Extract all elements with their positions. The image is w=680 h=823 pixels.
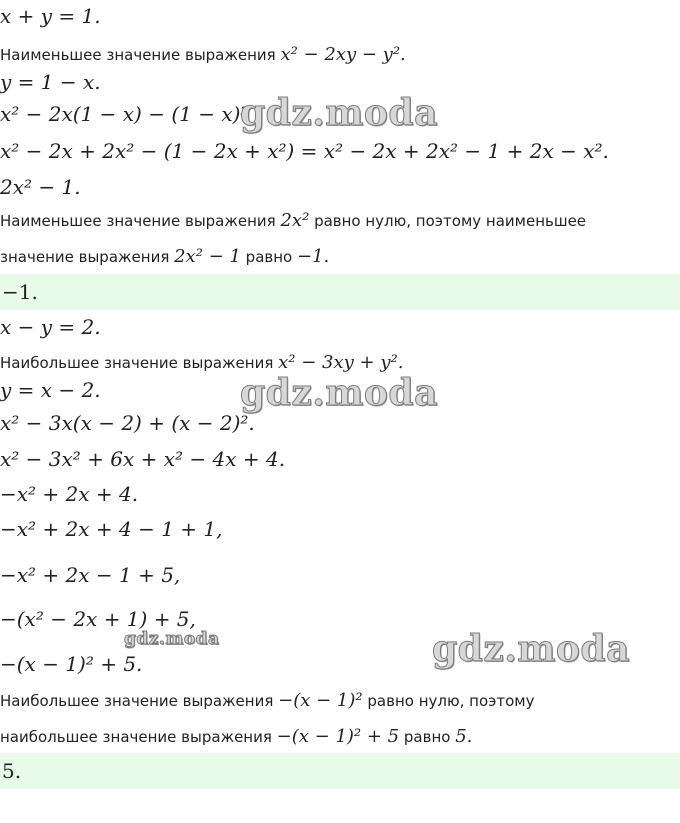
expression-2-step-1: x² − 3x(x − 2) + (x − 2)². <box>0 411 255 435</box>
conclusion-1-line-1 <box>0 210 586 231</box>
given-equation-1: x + y = 1. <box>0 4 101 28</box>
watermark-logo-small: gdz.moda <box>124 629 220 649</box>
task-statement-2 <box>0 352 403 373</box>
conclusion-1-tail: равно нулю, поэтому наименьшее <box>309 212 587 230</box>
expression-2-step-3: −x² + 2x + 4. <box>0 482 139 506</box>
expression-2-step-6: −(x² − 2x + 1) + 5, <box>0 607 196 631</box>
conclusion-2b-mid: равно <box>399 728 456 746</box>
expression-2-step-7: −(x − 1)² + 5. <box>0 652 143 676</box>
conclusion-1-text: Наименьшее значение выражения <box>0 212 281 230</box>
answer-box-2: 5. <box>0 753 680 789</box>
expression-1-step-3: 2x² − 1. <box>0 175 81 199</box>
conclusion-1b-text: значение выражения <box>0 248 175 266</box>
task-text-2: Наибольшее значение выражения <box>0 354 279 372</box>
conclusion-2-text: Наибольшее значение выражения <box>0 692 279 710</box>
task-statement-1 <box>0 44 406 65</box>
expression-2-step-2: x² − 3x² + 6x + x² − 4x + 4. <box>0 447 286 471</box>
task-expression-1: x² − 2xy − y². <box>280 44 406 65</box>
conclusion-2b-expression: −(x − 1)² + 5 <box>276 726 400 747</box>
conclusion-1b-expression: 2x² − 1 <box>174 246 241 267</box>
conclusion-2-line-1 <box>0 690 534 711</box>
substitution-1: y = 1 − x. <box>0 70 101 94</box>
watermark-logo: gdz.moda <box>240 372 438 414</box>
given-equation-2: x − y = 2. <box>0 315 101 339</box>
conclusion-2-tail: равно нулю, поэтому <box>362 692 535 710</box>
conclusion-2-line-2 <box>0 726 472 747</box>
watermark-logo: gdz.moda <box>432 628 630 670</box>
answer-box-1: −1. <box>0 274 680 310</box>
expression-1-step-2: x² − 2x + 2x² − (1 − 2x + x²) = x² − 2x + 2x² − 1 + 2x − x². <box>0 139 609 163</box>
task-text-1: Наименьшее значение выражения <box>0 46 281 64</box>
watermark-logo: gdz.moda <box>240 92 438 134</box>
conclusion-1-line-2 <box>0 246 329 267</box>
conclusion-1b-value: −1. <box>296 246 330 267</box>
conclusion-2-expression: −(x − 1)² <box>278 690 363 711</box>
conclusion-1-expression: 2x² <box>280 210 310 231</box>
substitution-2: y = x − 2. <box>0 378 101 402</box>
conclusion-2b-text: наибольшее значение выражения <box>0 728 277 746</box>
conclusion-2b-value: 5. <box>455 726 473 747</box>
task-expression-2: x² − 3xy + y². <box>278 352 404 373</box>
conclusion-1b-mid: равно <box>240 248 297 266</box>
expression-2-step-4: −x² + 2x + 4 − 1 + 1, <box>0 517 223 541</box>
expression-1-step-1: x² − 2x(1 − x) − (1 − x)² <box>0 102 249 126</box>
expression-2-step-5: −x² + 2x − 1 + 5, <box>0 563 181 587</box>
